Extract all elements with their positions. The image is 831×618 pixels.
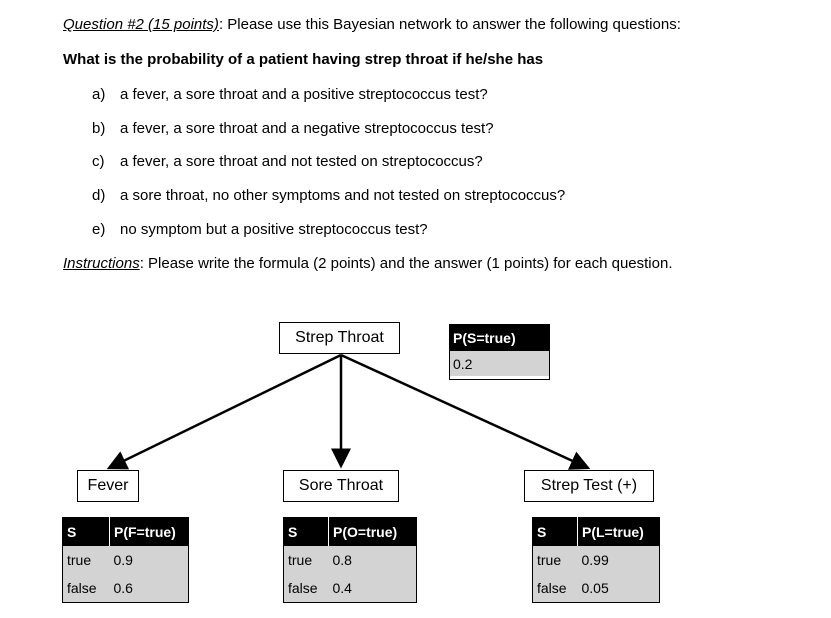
cpt-cell-p: 0.9 — [110, 546, 189, 574]
cpt-header-s: S — [284, 518, 329, 547]
cpt-cell-p: 0.6 — [110, 574, 189, 603]
question-intro: : Please use this Bayesian network to answer the following questions: — [218, 16, 681, 33]
prior-table — [449, 324, 550, 380]
table-row — [284, 546, 417, 574]
table-row — [63, 574, 189, 603]
edge-strep-fever — [109, 355, 341, 468]
instructions-text: : Please write the formula (2 points) and the answer (1 points) for each question. — [139, 255, 673, 272]
node-sore-throat: Sore Throat — [283, 470, 399, 502]
question-title: Question #2 (15 points) — [63, 16, 219, 33]
cpt-cell-p: 0.05 — [578, 574, 660, 603]
table-row — [63, 546, 189, 574]
cpt-cell-s: false — [63, 574, 110, 603]
item-letter: b) — [92, 120, 106, 137]
cpt-sore-throat — [283, 517, 417, 603]
item-text: a fever, a sore throat and not tested on streptococcus? — [120, 153, 483, 170]
cpt-cell-s: true — [63, 546, 110, 574]
question-prompt: What is the probability of a patient having strep throat if he/she has — [63, 51, 544, 68]
cpt-header-s: S — [533, 518, 578, 547]
cpt-cell-s: false — [284, 574, 329, 603]
prior-value: 0.2 — [450, 351, 549, 376]
item-letter: c) — [92, 153, 105, 170]
cpt-cell-p: 0.8 — [329, 546, 417, 574]
cpt-header-p: P(O=true) — [329, 518, 417, 547]
node-fever: Fever — [77, 470, 139, 502]
cpt-cell-s: false — [533, 574, 578, 603]
item-text: a sore throat, no other symptoms and not tested on streptococcus? — [120, 187, 566, 204]
cpt-cell-p: 0.4 — [329, 574, 417, 603]
item-text: no symptom but a positive streptococcus test? — [120, 221, 428, 238]
cpt-cell-s: true — [533, 546, 578, 574]
table-row — [284, 574, 417, 603]
prior-header: P(S=true) — [450, 325, 549, 351]
item-text: a fever, a sore throat and a positive streptococcus test? — [120, 86, 488, 103]
item-text: a fever, a sore throat and a negative streptococcus test? — [120, 120, 494, 137]
node-strep-test: Strep Test (+) — [524, 470, 654, 502]
item-letter: e) — [92, 221, 106, 238]
table-row — [533, 574, 660, 603]
node-strep-throat: Strep Throat — [279, 322, 400, 354]
item-letter: d) — [92, 187, 106, 204]
cpt-cell-p: 0.99 — [578, 546, 660, 574]
cpt-strep-test — [532, 517, 660, 603]
item-letter: a) — [92, 86, 106, 103]
instructions-label: Instructions — [63, 255, 140, 272]
cpt-header-p: P(L=true) — [578, 518, 660, 547]
cpt-header-p: P(F=true) — [110, 518, 189, 547]
table-row — [533, 546, 660, 574]
cpt-cell-s: true — [284, 546, 329, 574]
cpt-fever — [62, 517, 189, 603]
cpt-header-s: S — [63, 518, 110, 547]
